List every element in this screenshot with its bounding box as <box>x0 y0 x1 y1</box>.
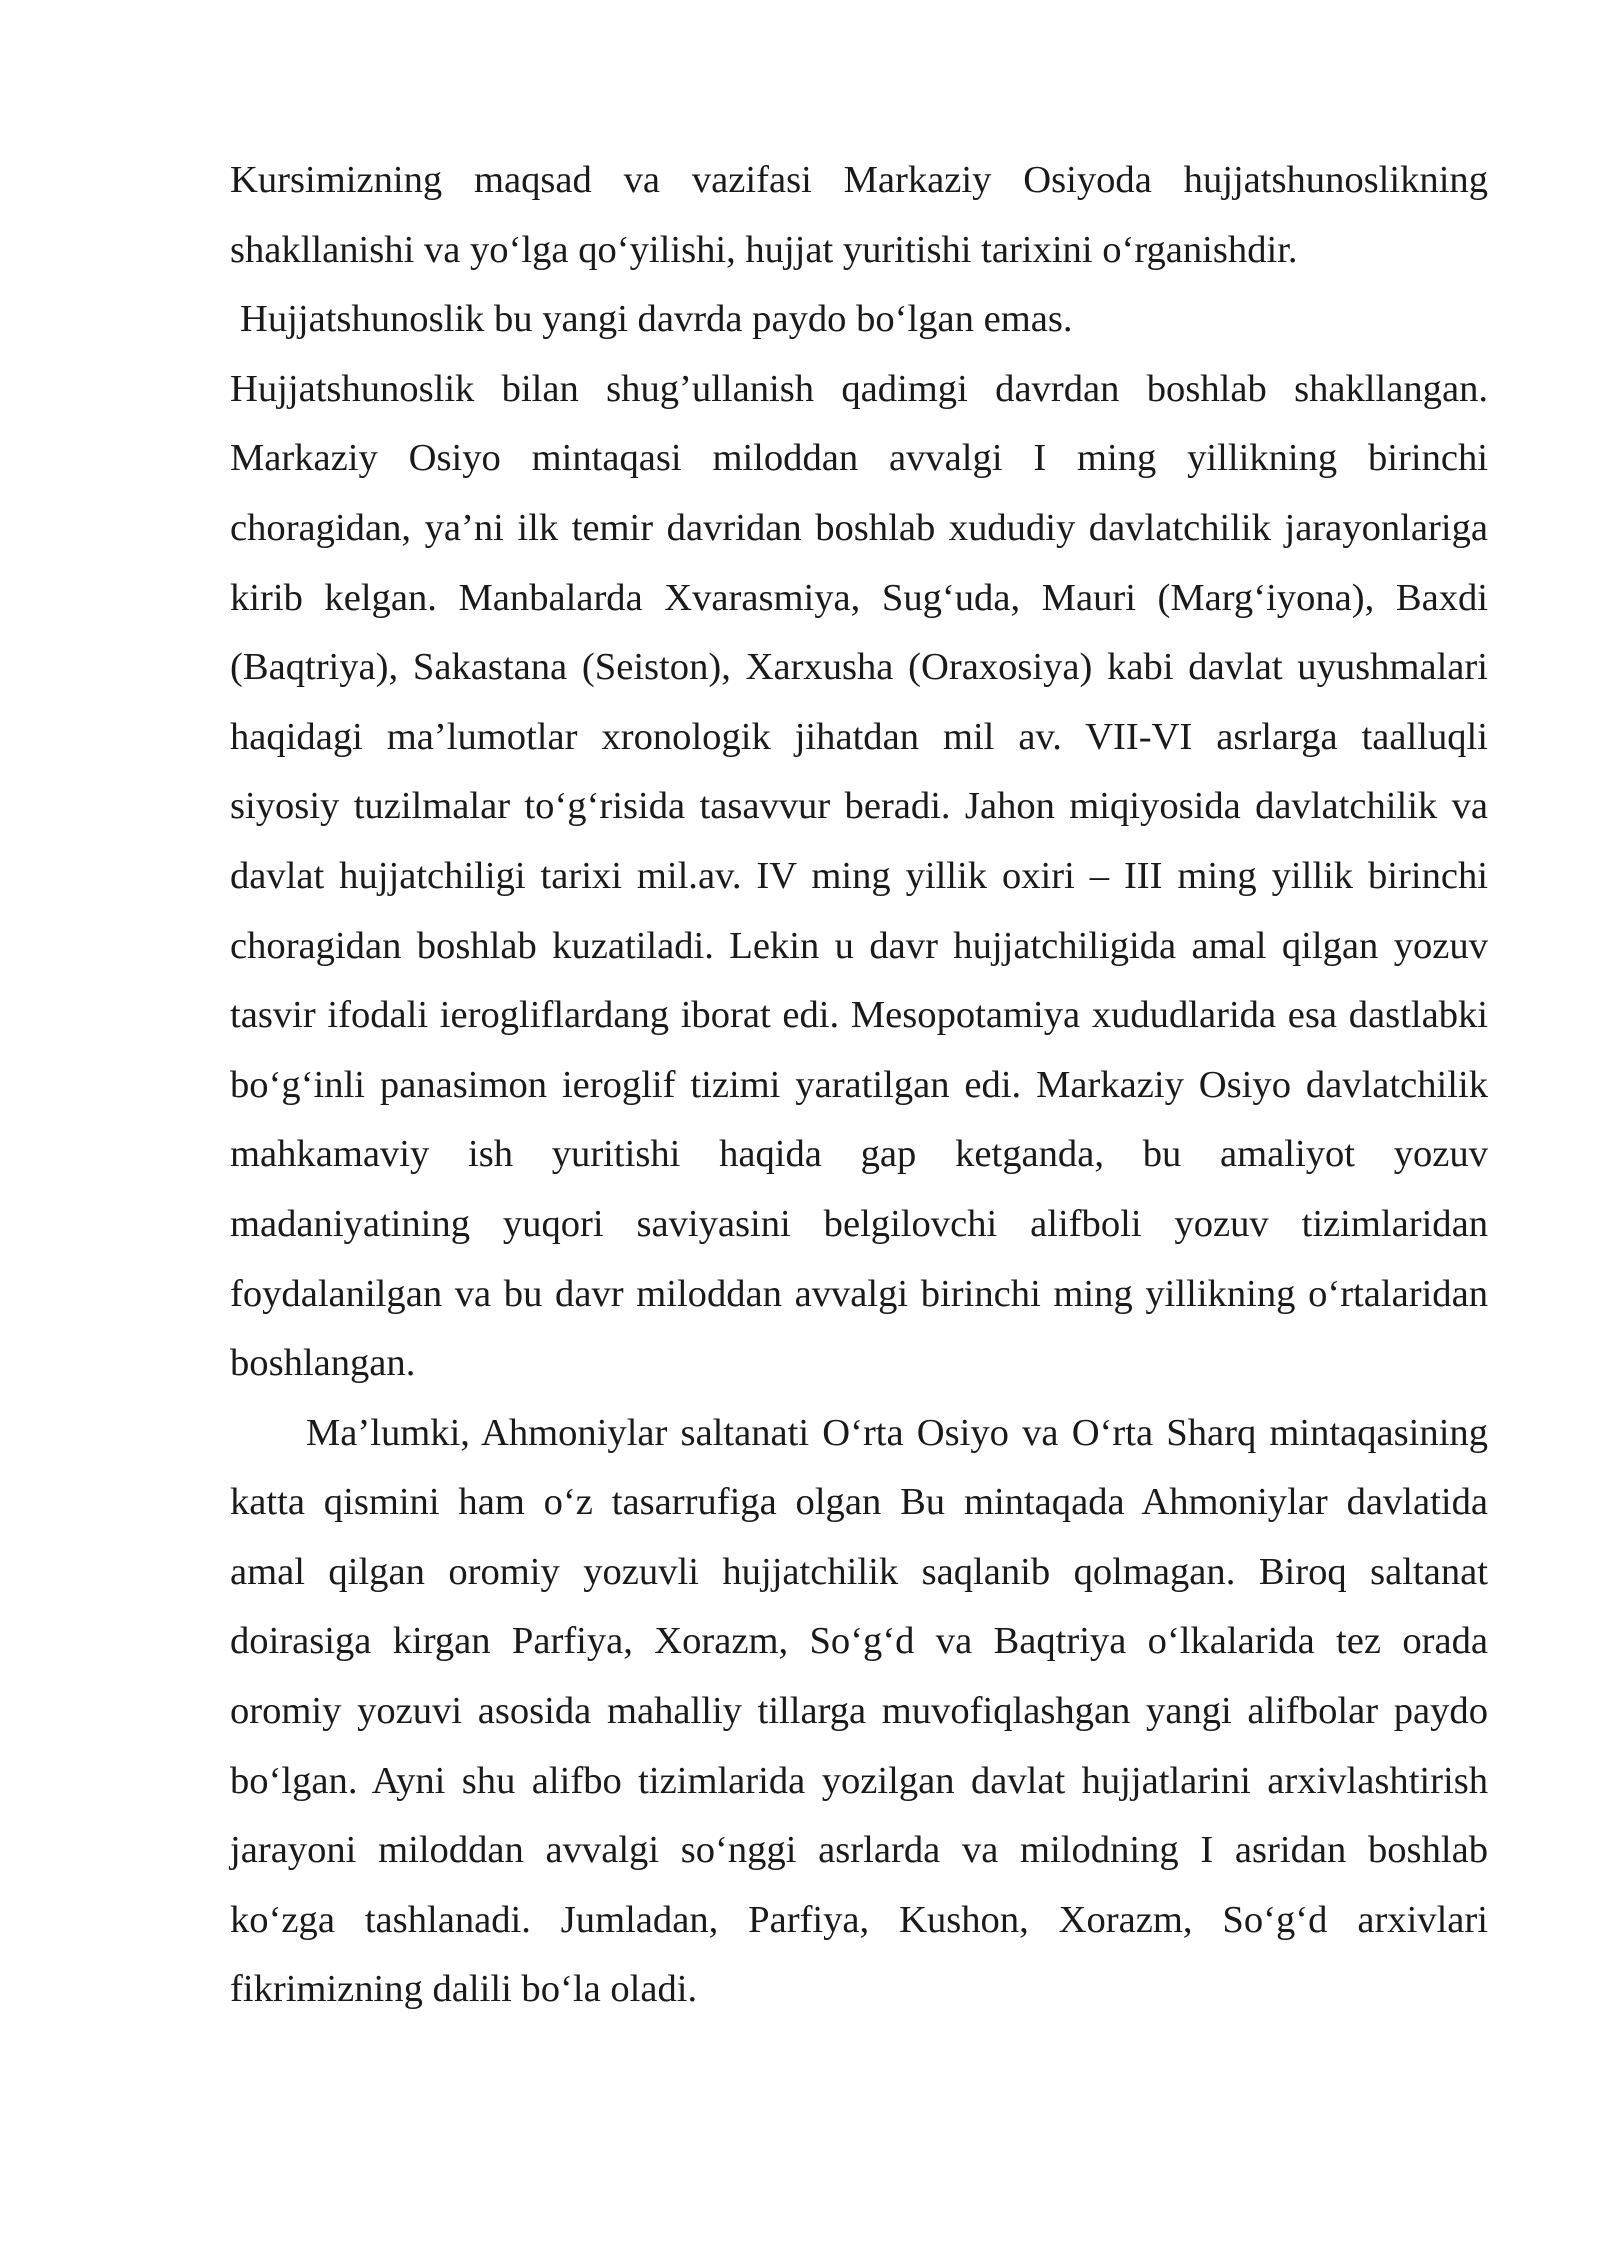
paragraph-achaemenid: Ma’lumki, Ahmoniylar saltanati O‘rta Osiyo va O‘rta Sharq mintaqasining katta qismini ham o‘z tasarrufiga olgan Bu mintaqada Ahmoniylar davlatida amal qilgan oromiy yozuvli hujjatchilik saqlanib qolmagan. Biroq saltanat doirasiga kirgan Parfiya, Xorazm, So‘g‘d va Baqtriya o‘lkalarida tez orada oromiy yozuvi asosida mahalliy tillarga muvofiqlashgan yangi alifbolar paydo bo‘lgan. Ayni shu alifbo tizimlarida yozilgan davlat hujjatlarini arxivlashtirish jarayoni miloddan avvalgi so‘nggi asrlarda va milodning I asridan boshlab ko‘zga tashlanadi. Jumladan, Parfiya, Kushon, Xorazm, So‘g‘d arxivlari fikrimizning dalili bo‘la oladi. <box>230 1411 1488 2011</box>
document-body <box>230 146 1488 2025</box>
paragraph-ancient-history: Hujjatshunoslik bilan shug’ullanish qadimgi davrdan boshlab shakllangan. Markaziy Osiyo mintaqasi miloddan avvalgi I ming yillikning birinchi choragidan, ya’ni ilk temir davridan boshlab xududiy davlatchilik jarayonlariga kirib kelgan. Manbalarda Xvarasmiya, Sug‘uda, Mauri (Marg‘iyona), Baxdi (Baqtriya), Sakastana (Seiston), Xarxusha (Oraxosiya) kabi davlat uyushmalari haqidagi ma’lumotlar xronologik jihatdan mil av. VII-VI asrlarga taalluqli siyosiy tuzilmalar to‘g‘risida tasavvur beradi. Jahon miqiyosida davlatchilik va davlat hujjatchiligi tarixi mil.av. IV ming yillik oxiri – III ming yillik birinchi choragidan boshlab kuzatiladi. Lekin u davr hujjatchiligida amal qilgan yozuv tasvir ifodali ierogliflardang iborat edi. Mesopotamiya xududlarida esa dastlabki bo‘g‘inli panasimon ieroglif tizimi yaratilgan edi. Markaziy Osiyo davlatchilik mahkamaviy ish yuritishi haqida gap ketganda, bu amaliyot yozuv madaniyatining yuqori saviyasini belgilovchi alifboli yozuv tizimlaridan foydalanilgan va bu davr miloddan avvalgi birinchi ming yillikning o‘rtalaridan boshlangan. <box>230 367 1488 1385</box>
paragraph-not-new: Hujjatshunoslik bu yangi davrda paydo bo‘lgan emas. <box>240 298 1073 341</box>
paragraph-course-goal: Kursimizning maqsad va vazifasi Markaziy Osiyoda hujjatshunoslikning shakllanishi va yo‘lga qo‘yilishi, hujjat yuritishi tarixini o‘rganishdir. <box>230 159 1488 271</box>
